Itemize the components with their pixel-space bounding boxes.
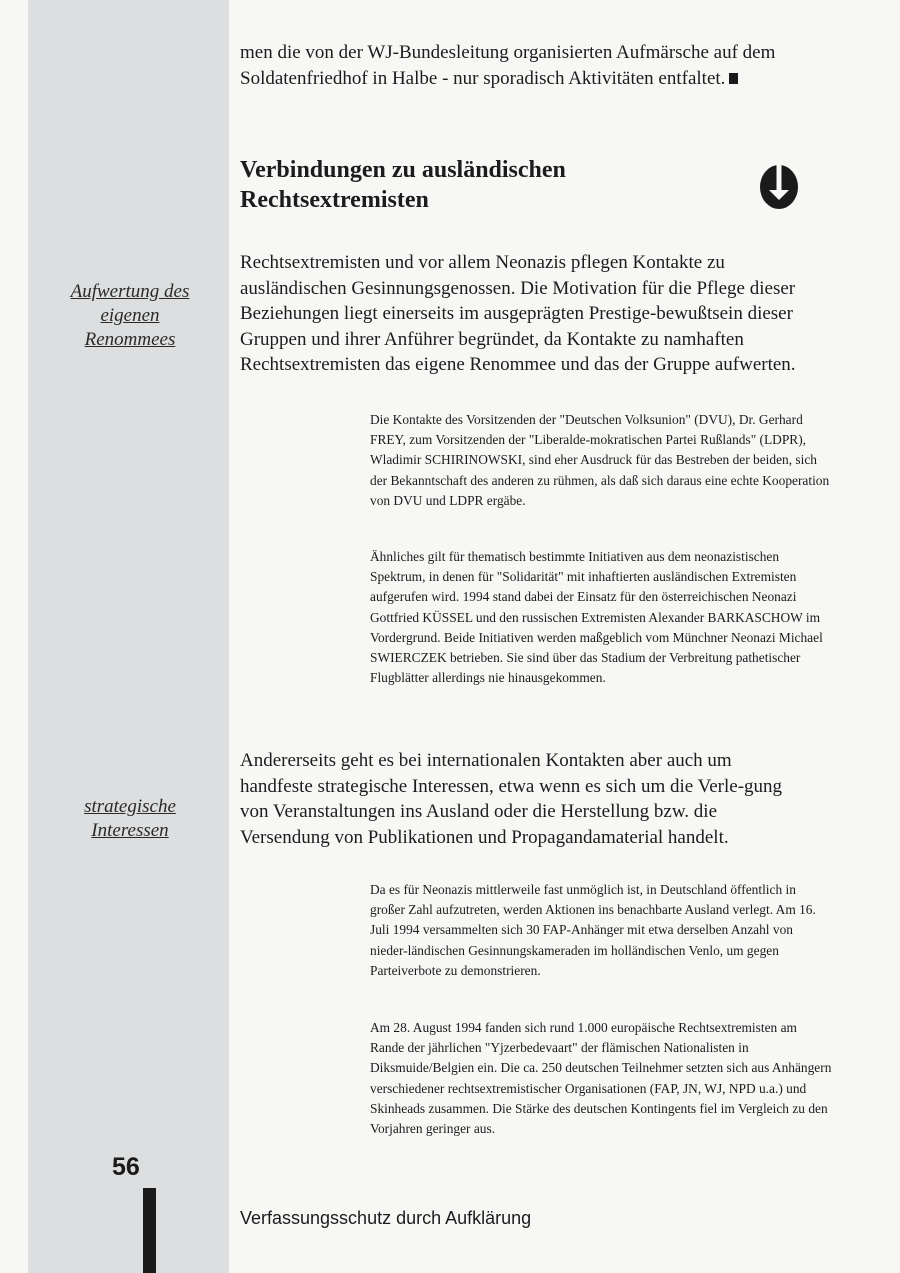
paragraph-dvu-ldpr: Die Kontakte des Vorsitzenden der "Deutschen Volksunion" (DVU), Dr. Gerhard FREY, zum Vorsitzenden der "Liberalde-mokratischen Partei Rußlands" (LDPR), Wladimir SCHIRINOWSKI, sind eher Ausdruck für das Bestreben der beiden, sich der Bekanntschaft des anderen zu rühmen, als daß sich daraus eine echte Kooperation von DVU und LDPR ergäbe. (370, 412, 830, 508)
paragraph-motivation: Rechtsextremisten und vor allem Neonazis pflegen Kontakte zu ausländischen Gesinnungsgenossen. Die Motivation für die Pflege dieser Beziehungen liegt einerseits im ausgeprägten Prestige-bewußtsein dieser Gruppen und ihrer Anführer begründet, da Kontakte zu namhaften Rechtsextremisten das eigene Renommee und das der Gruppe aufwerten. (240, 252, 796, 375)
paragraph-strategische-interessen: Andererseits geht es bei internationalen Kontakten aber auch um handfeste strategische Interessen, etwa wenn es sich um die Verle-gung von Veranstaltungen ins Ausland oder die Herstellung bzw. die Versendung von Publikationen und Propagandamaterial handelt. (240, 750, 783, 848)
page-marker-bar (143, 1188, 156, 1273)
section-marker-icon (758, 160, 800, 212)
paragraph-venlo: Da es für Neonazis mittlerweile fast unmöglich ist, in Deutschland öffentlich in großer Zahl aufzutreten, werden Aktionen ins benachbarte Ausland verlegt. Am 16. Juli 1994 versammelten sich 30 FAP-Anhänger mit etwa derselben Anzahl von nieder-ländischen Gesinnungskameraden im holländischen Venlo, um gegen Parteiverbote zu demonstrieren. (370, 882, 816, 978)
intro-paragraph: men die von der WJ-Bundesleitung organisierten Aufmärsche auf dem Soldatenfriedhof in Halbe - nur sporadisch Aktivitäten entfaltet. (240, 42, 776, 89)
footer-text: Verfassungsschutz durch Aufklärung (240, 1208, 532, 1228)
paragraph-diksmuide: Am 28. August 1994 fanden sich rund 1.000 europäische Rechtsextremisten am Rande der jährlichen "Yjzerbedevaart" der flämischen Nationalisten in Diksmuide/Belgien ein. Die ca. 250 deutschen Teilnehmer setzten sich aus Anhängern verschiedener rechtsextremistischer Organisationen (FAP, JN, WJ, NPD u.a.) und Skinheads zusammen. Die Stärke des deutschen Kontingents fiel im Vergleich zu den Vorjahren geringer aus. (370, 1020, 832, 1137)
sidebar-band (28, 0, 229, 1273)
paragraph-initiativen: Ähnliches gilt für thematisch bestimmte Initiativen aus dem neonazistischen Spektrum, in denen für "Solidarität" mit inhaftierten ausländischen Extremisten aufgerufen wird. 1994 stand dabei der Einsatz für den österreichischen Neonazi Gottfried KÜSSEL und den russischen Extremisten Alexander BARKASCHOW im Vordergrund. Beide Initiativen werden maßgeblich vom Münchner Neonazi Michael SWIERCZEK betrieben. Sie sind über das Stadium der Verbreitung pathetischer Flugblätter allerdings nie hinausgekommen. (370, 549, 823, 686)
page-number: 56 (112, 1153, 140, 1181)
margin-note-interessen: strategische Interessen (84, 796, 176, 841)
margin-note-renommee: Aufwertung des eigenen Renommees (70, 281, 190, 350)
end-of-section-mark (729, 73, 738, 84)
section-heading: Verbindungen zu ausländischen Rechtsextremisten (240, 157, 566, 213)
